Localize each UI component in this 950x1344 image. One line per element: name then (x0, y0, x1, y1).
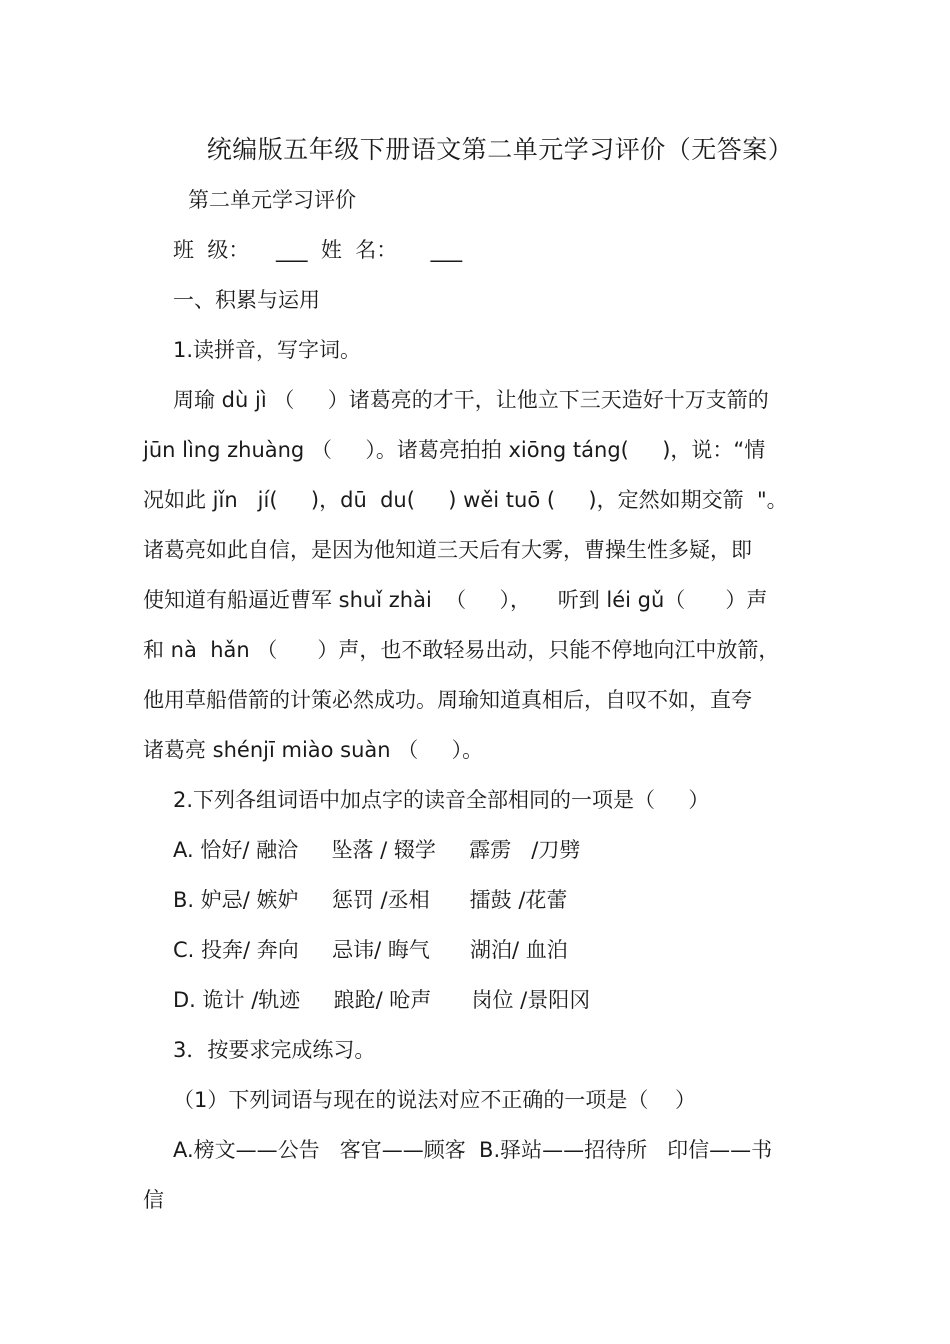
question-1-line: jūn lìng zhuàng （ ）。诸葛亮拍拍 xiōng táng( )，说：“情 (143, 438, 766, 462)
section-heading: 一、积累与运用 (173, 288, 320, 312)
question-2-option-a: A. 恰好/ 融洽 坠落 / 辍学 霹雳 /刀劈 (173, 838, 581, 862)
question-1-line: 诸葛亮如此自信，是因为他知道三天后有大雾，曹操生性多疑，即 (143, 538, 752, 562)
question-1-line: 使知道有船逼近曹军 shuǐ zhài （ ）， 听到 léi gǔ（ ）声 (143, 588, 768, 612)
question-3-heading: 3．按要求完成练习。 (173, 1038, 376, 1062)
question-3-sub-1-option-wrap: 信 (143, 1188, 164, 1212)
document-title: 统编版五年级下册语文第二单元学习评价（无答案） (206, 135, 794, 164)
question-1-line: 况如此 jǐn jí( )，dū du( ) wěi tuō ( )，定然如期交箭 "。 (143, 488, 788, 512)
question-3-sub-1: （1）下列词语与现在的说法对应不正确的一项是（ ） (173, 1088, 697, 1112)
question-2-option-c: C. 投奔/ 奔向 忌讳/ 晦气 湖泊/ 血泊 (173, 938, 568, 962)
question-1-line: 周瑜 dù jì （ ）诸葛亮的才干，让他立下三天造好十万支箭的 (173, 388, 769, 412)
question-1-line: 他用草船借箭的计策必然成功。周瑜知道真相后，自叹不如，直夸 (143, 688, 752, 712)
document-subtitle: 第二单元学习评价 (188, 188, 356, 212)
question-1-line: 诸葛亮 shénjī miào suàn （ ）。 (143, 738, 484, 762)
question-3-sub-1-option: A.榜文——公告 客官——顾客 B.驿站——招待所 印信——书 (173, 1138, 773, 1162)
question-1-line: 和 nà hǎn （ ）声，也不敢轻易出动，只能不停地向江中放箭， (143, 638, 780, 662)
question-2-heading: 2.下列各组词语中加点字的读音全部相同的一项是（ ） (173, 788, 710, 812)
question-2-option-b: B. 妒忌/ 嫉妒 惩罚 /丞相 擂鼓 /花蕾 (173, 888, 568, 912)
question-1-heading: 1.读拼音，写字词。 (173, 338, 362, 362)
class-name-line: 班 级： ___ 姓 名： ___ (173, 238, 463, 262)
question-2-option-d: D. 诡计 /轨迹 踉跄/ 呛声 岗位 /景阳冈 (173, 988, 591, 1012)
